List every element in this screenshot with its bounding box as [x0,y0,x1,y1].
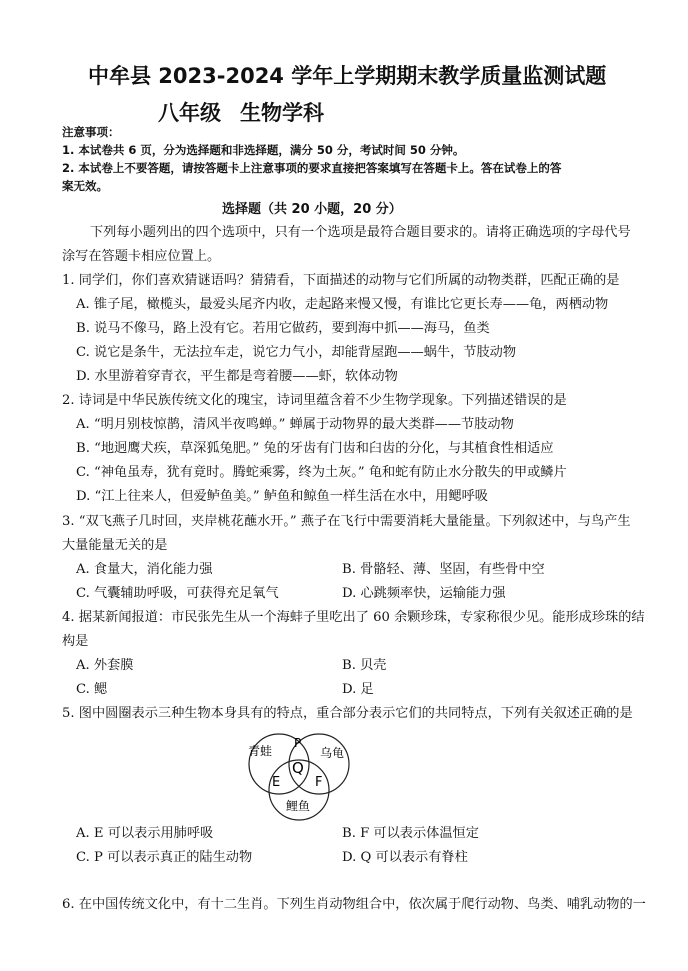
option-d: D. 心跳频率快，运输能力强 [342,586,506,601]
question-stem: 1. 同学们，你们喜欢猜谜语吗？猜猜看，下面描述的动物与它们所属的动物类群，匹配正确的是 [62,273,620,288]
option-b: B. “地迥鹰犬疾，草深狐兔肥。” 兔的牙齿有门齿和臼齿的分化，与其植食性相适应 [76,441,554,456]
option-d: D. 足 [342,682,374,697]
question-stem-line2: 大量能量无关的是 [62,538,168,553]
venn-label-q: Q [292,759,304,777]
grade-label: 八年级 [158,101,221,125]
option-c: C. “神龟虽寿，犹有竟时。腾蛇乘雾，终为土灰。” 龟和蛇有防止水分散失的甲或鳞片 [76,465,567,480]
subject-label: 生物学科 [240,101,324,125]
option-a: A. 食量大，消化能力强 [76,562,213,577]
note-2-line1: 2. 本试卷上不要答题，请按答题卡上注意事项的要求直接把答案填写在答题卡上。答在试卷上的答 [62,161,562,175]
option-a: A. E 可以表示用肺呼吸 [76,826,214,841]
note-1: 1. 本试卷共 6 页，分为选择题和非选择题，满分 50 分，考试时间 50 分钟。 [62,143,465,157]
section-intro-line2: 涂写在答题卡相应位置上。 [62,249,221,264]
option-c: C. P 可以表示真正的陆生动物 [76,850,253,865]
venn-label-turtle: 乌龟 [320,746,345,760]
option-d: D. “江上往来人，但爱鲈鱼美。” 鲈鱼和鲸鱼一样生活在水中，用鳃呼吸 [76,489,488,504]
option-c: C. 鳃 [76,682,108,697]
option-c: C. 说它是条牛，无法拉车走，说它力气小，却能背屋跑——蜗牛，节肢动物 [76,345,517,360]
section-intro-line1: 下列每小题列出的四个选项中，只有一个选项是最符合题目要求的。请将正确选项的字母代号 [90,225,631,240]
option-d: D. Q 可以表示有脊柱 [342,850,468,865]
venn-label-e: E [272,775,281,790]
option-c: C. 气囊辅助呼吸，可获得充足氧气 [76,586,279,601]
venn-label-carp: 鲤鱼 [286,799,311,813]
venn-label-frog: 青蛙 [248,744,273,758]
question-stem-line2: 构是 [62,634,89,649]
option-b: B. F 可以表示体温恒定 [342,826,479,841]
option-b: B. 骨骼轻、薄、坚固，有些骨中空 [342,562,545,577]
option-b: B. 贝壳 [342,658,387,673]
option-b: B. 说马不像马，路上没有它。若用它做药，要到海中抓——海马，鱼类 [76,321,490,336]
question-stem: 2. 诗词是中华民族传统文化的瑰宝，诗词里蕴含着不少生物学现象。下列描述错误的是 [62,393,567,408]
venn-diagram [234,724,364,824]
question-stem-line1: 4. 据某新闻报道：市民张先生从一个海蚌子里吃出了 60 余颗珍珠，专家称很少见。能形成珍珠的结 [62,610,645,625]
option-a: A. “明月别枝惊鹊，清风半夜鸣蝉。” 蝉属于动物界的最大类群——节肢动物 [76,417,514,432]
note-2-line2: 案无效。 [62,179,108,193]
question-stem: 5. 图中圆圈表示三种生物本身具有的特点，重合部分表示它们的共同特点，下列有关叙述正确的是 [62,706,633,721]
venn-label-f: F [315,775,323,790]
option-a: A. 锥子尾，橄榄头，最爱头尾齐内收，走起路来慢又慢，有谁比它更长寿——龟，两栖动物 [76,297,609,312]
question-stem: 6. 在中国传统文化中，有十二生肖。下列生肖动物组合中，依次属于爬行动物、鸟类、哺乳动物的一 [62,897,646,912]
question-stem-line1: 3. “双飞燕子几时回，夹岸桃花蘸水开。” 燕子在飞行中需要消耗大量能量。下列叙述中，与鸟产生 [62,514,631,529]
notes-heading: 注意事项： [62,125,120,139]
venn-label-p: P [294,736,302,750]
exam-title: 中牟县 2023-2024 学年上学期期末教学质量监测试题 [88,64,607,88]
option-a: A. 外套膜 [76,658,134,673]
option-d: D. 水里游着穿青衣，平生都是弯着腰——虾，软体动物 [76,369,398,384]
section-title: 选择题（共 20 小题，20 分） [222,202,402,217]
